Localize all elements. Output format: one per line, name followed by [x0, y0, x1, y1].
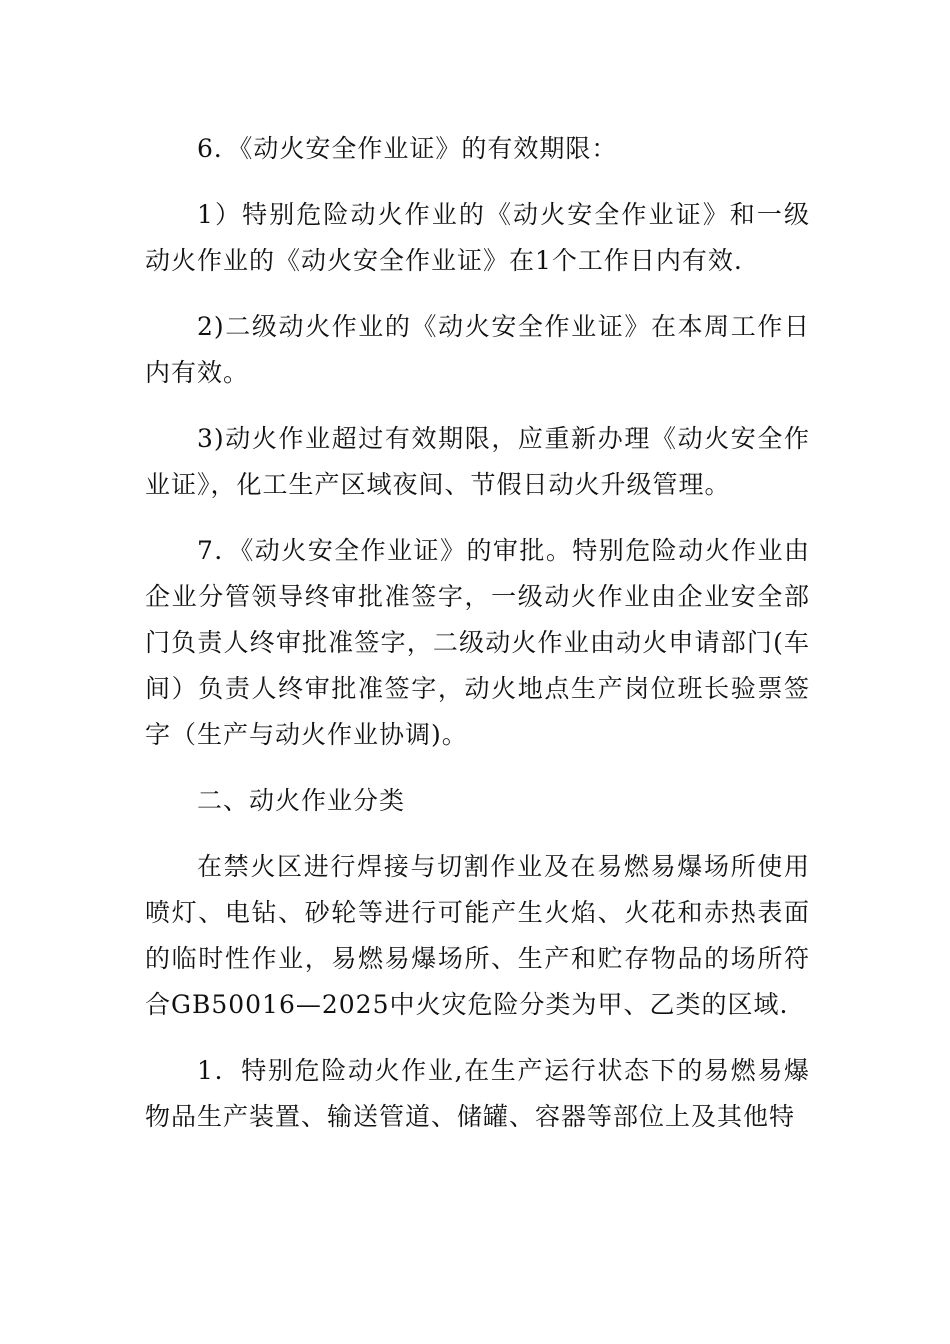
section-heading-classification: 二、动火作业分类 — [197, 786, 406, 815]
validity-item-1: 1）特别危险动火作业的《动火安全作业证》和一级动火作业的《动火安全作业证》在1个工作日内有效. — [145, 200, 810, 275]
validity-period-heading: 6．《动火安全作业证》的有效期限： — [197, 134, 618, 163]
document-body — [145, 126, 810, 1160]
approval-paragraph: 7．《动火安全作业证》的审批。特别危险动火作业由企业分管领导终审批准签字，一级动火作业由企业安全部门负责人终审批准签字，二级动火作业由动火申请部门(车间）负责人终审批准签字，动火地点生产岗位班长验票签字（生产与动火作业协调)。 — [145, 536, 810, 749]
classification-definition: 在禁火区进行焊接与切割作业及在易燃易爆场所使用喷灯、电钻、砂轮等进行可能产生火焰、火花和赤热表面的临时性作业，易燃易爆场所、生产和贮存物品的场所符合GB50016—2025中火灾危险分类为甲、乙类的区域. — [145, 852, 810, 1019]
validity-item-3: 3)动火作业超过有效期限，应重新办理《动火安全作业证》，化工生产区域夜间、节假日动火升级管理。 — [145, 424, 810, 499]
validity-item-2: 2)二级动火作业的《动火安全作业证》在本周工作日内有效。 — [145, 312, 810, 387]
special-danger-paragraph: 1．特别危险动火作业,在生产运行状态下的易燃易爆物品生产装置、输送管道、储罐、容器等部位上及其他特 — [145, 1056, 810, 1131]
